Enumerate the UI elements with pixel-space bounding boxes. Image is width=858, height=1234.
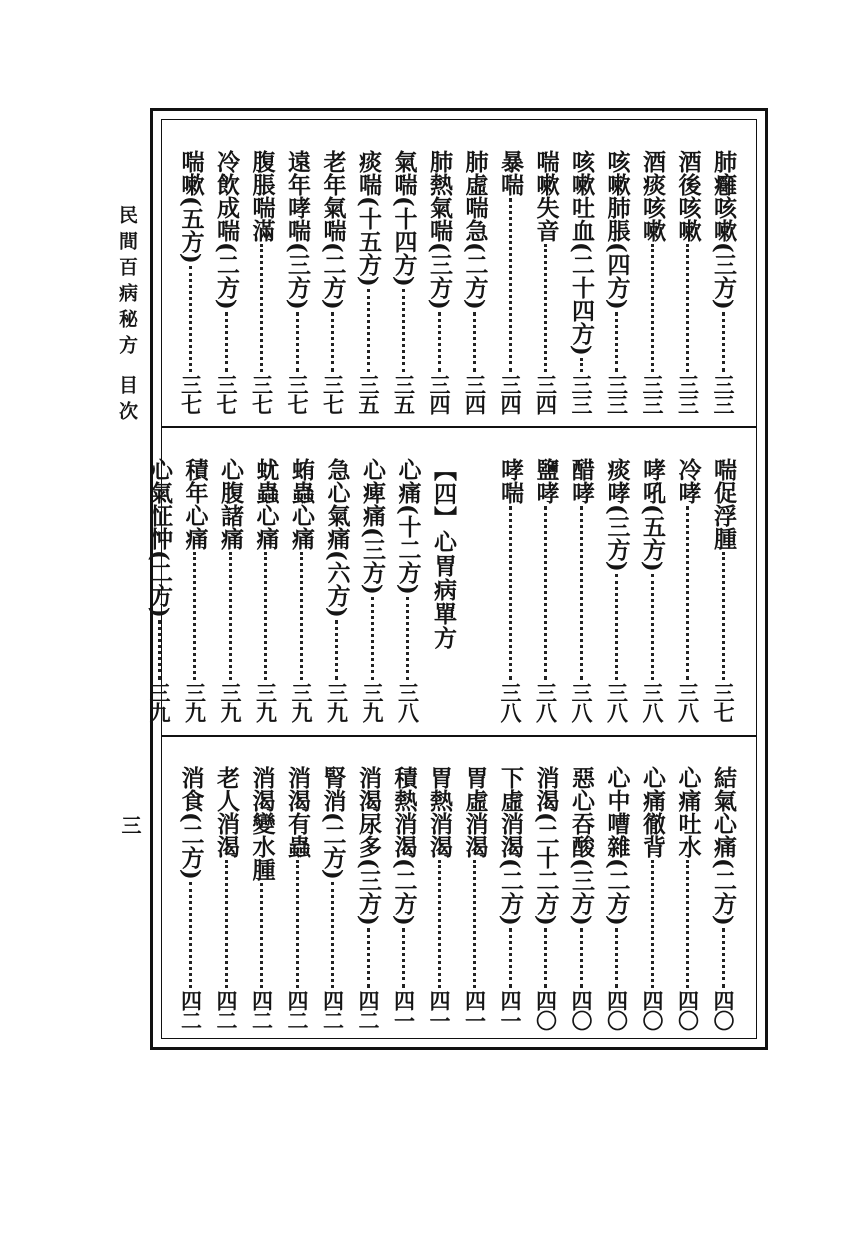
- entry-page-number: 四二: [249, 990, 275, 1030]
- toc-entry: [208, 766, 244, 1030]
- toc-entry: [492, 458, 528, 722]
- toc-entry: [212, 458, 248, 722]
- entry-title: 心痛(十二方): [394, 458, 422, 595]
- dot-leader: [615, 928, 618, 988]
- entry-page-number: 四二: [356, 990, 381, 1030]
- toc-entry: [173, 150, 209, 414]
- dot-leader: [509, 506, 512, 680]
- toc-entry: [634, 458, 670, 722]
- toc-entry: [244, 766, 280, 1030]
- dot-leader: [544, 928, 547, 988]
- dot-leader: [473, 860, 476, 988]
- toc-entry: [563, 766, 599, 1030]
- entry-title: 咳嗽肺脹(四方): [603, 150, 631, 310]
- toc-entry: [528, 766, 564, 1030]
- dot-leader: [438, 312, 441, 372]
- toc-entry: [492, 150, 528, 414]
- entry-page-number: 三七: [214, 374, 239, 414]
- entry-title: 急心氣痛(六方): [323, 458, 351, 618]
- entry-page-number: 三七: [285, 374, 310, 414]
- dot-leader: [225, 860, 228, 988]
- dot-leader: [264, 552, 267, 680]
- entry-title: 肺虛喘急(二方): [461, 150, 489, 310]
- entry-title: 暴喘: [497, 150, 524, 196]
- entry-title: 遠年哮喘(三方): [284, 150, 311, 310]
- toc-entry: [177, 458, 213, 722]
- entry-title: 心中嘈雜(二方): [603, 766, 631, 926]
- entry-page-number: 四二: [285, 990, 310, 1030]
- entry-page-number: 四〇: [604, 990, 630, 1030]
- dot-leader: [158, 620, 161, 680]
- entry-page-number: 四二: [320, 990, 346, 1030]
- section-label: 目次: [116, 375, 138, 427]
- entry-title: 酒後咳嗽: [674, 150, 702, 242]
- dot-leader: [722, 928, 725, 988]
- dot-leader: [300, 552, 303, 680]
- entry-title: 氣喘(十四方): [390, 150, 418, 287]
- dot-leader: [686, 244, 689, 372]
- entry-title: 哮吼(五方): [639, 458, 666, 572]
- dot-leader: [260, 883, 263, 988]
- dot-leader: [229, 552, 232, 680]
- toc-entry: [599, 458, 635, 722]
- entry-title: 積熱消渴(二方): [390, 766, 418, 926]
- entry-title: 喘嗽失音: [532, 150, 560, 242]
- dot-leader: [473, 312, 476, 372]
- toc-entry: [670, 458, 706, 722]
- entry-title: 哮喘: [497, 458, 524, 504]
- entry-title: 積年心痛: [181, 458, 209, 550]
- toc-entry: [421, 766, 457, 1030]
- dot-leader: [402, 289, 405, 372]
- entry-title: 鹽哮: [532, 458, 560, 504]
- entry-page-number: 三三: [569, 374, 594, 414]
- dot-leader: [651, 860, 654, 988]
- dot-leader: [544, 244, 547, 372]
- entry-page-number: 四一: [462, 990, 488, 1030]
- entry-title: 冷飲成喘(二方): [213, 150, 240, 310]
- dot-leader: [615, 312, 618, 372]
- entry-page-number: 四〇: [675, 990, 701, 1030]
- entry-page-number: 四一: [427, 990, 452, 1030]
- entry-title: 肺癰咳嗽(三方): [710, 150, 737, 310]
- entry-page-number: 三四: [427, 374, 452, 414]
- entry-page-number: 三九: [147, 682, 172, 722]
- dot-leader: [438, 860, 441, 988]
- entry-title: 惡心吞酸(三方): [568, 766, 595, 926]
- entry-page-number: 三五: [356, 374, 381, 414]
- entry-page-number: 三七: [711, 682, 736, 722]
- toc-entry: [208, 150, 244, 414]
- entry-page-number: 三八: [569, 682, 594, 722]
- toc-entry: [670, 766, 706, 1030]
- dot-leader: [544, 506, 547, 680]
- entry-page-number: 三九: [182, 682, 208, 722]
- entry-page-number: 三九: [324, 682, 350, 722]
- entry-page-number: 三九: [218, 682, 243, 722]
- dot-leader: [225, 312, 228, 372]
- dot-leader: [189, 882, 192, 988]
- entry-page-number: 四〇: [711, 990, 736, 1030]
- entry-page-number: 四〇: [569, 990, 594, 1030]
- entry-title: 消渴尿多(三方): [355, 766, 382, 926]
- dot-leader: [406, 597, 409, 680]
- section-heading-title: 【四】心胃病單方: [430, 458, 457, 650]
- entry-page-number: 四二: [178, 990, 204, 1030]
- running-head: [112, 205, 142, 427]
- toc-entry: [279, 150, 315, 414]
- entry-title: 消渴(二十二方): [532, 766, 560, 926]
- dot-leader: [722, 552, 725, 680]
- dot-leader: [442, 652, 445, 720]
- entry-title: 消渴有蟲: [284, 766, 311, 858]
- toc-entry: [319, 458, 355, 722]
- entry-title: 酒痰咳嗽: [639, 150, 666, 242]
- toc-entry: [248, 458, 284, 722]
- dot-leader: [686, 506, 689, 680]
- entry-page-number: 四〇: [640, 990, 665, 1030]
- row-divider: [161, 735, 757, 737]
- toc-entry: [528, 458, 564, 722]
- toc-entry: [173, 766, 209, 1030]
- toc-entry: [354, 458, 390, 722]
- dot-leader: [296, 860, 299, 988]
- entry-title: 咳嗽吐血(二十四方): [568, 150, 595, 356]
- entry-title: 老年氣喘(二方): [319, 150, 347, 310]
- entry-title: 心痛徹背: [639, 766, 666, 858]
- toc-entry: [315, 150, 351, 414]
- dot-leader: [509, 198, 512, 372]
- page-number: 三: [118, 815, 142, 835]
- entry-page-number: 三七: [320, 374, 346, 414]
- dot-leader: [331, 882, 334, 988]
- entry-page-number: 三八: [533, 682, 559, 722]
- toc-entry: [670, 150, 706, 414]
- entry-page-number: 四〇: [533, 990, 559, 1030]
- dot-leader: [367, 289, 370, 372]
- entry-page-number: 三三: [604, 374, 630, 414]
- entry-page-number: 三八: [604, 682, 630, 722]
- entry-page-number: 三八: [640, 682, 665, 722]
- entry-title: 腎消(二方): [319, 766, 347, 880]
- toc-entry: [457, 150, 493, 414]
- entry-title: 喘嗽(五方): [177, 150, 205, 264]
- toc-entry: [350, 766, 386, 1030]
- toc-entry: [599, 766, 635, 1030]
- dot-leader: [296, 312, 299, 372]
- dot-leader: [580, 358, 583, 372]
- entry-page-number: 三九: [253, 682, 279, 722]
- toc-entry: [350, 150, 386, 414]
- dot-leader: [193, 552, 196, 680]
- dot-leader: [189, 266, 192, 372]
- toc-entry: [244, 150, 280, 414]
- entry-page-number: 三七: [178, 374, 204, 414]
- entry-title: 消食(二方): [177, 766, 205, 880]
- entry-title: 冷哮: [674, 458, 702, 504]
- entry-page-number: 三九: [289, 682, 314, 722]
- book-title: 民間百病秘方: [116, 205, 138, 361]
- dot-leader: [260, 244, 263, 372]
- entry-page-number: 三八: [395, 682, 421, 722]
- toc-entry: [279, 766, 315, 1030]
- entry-title: 心痺痛(三方): [359, 458, 386, 595]
- dot-leader: [371, 597, 374, 680]
- entry-title: 痰喘(十五方): [355, 150, 382, 287]
- toc-entry: [386, 150, 422, 414]
- toc-entry: [141, 458, 177, 722]
- entry-page-number: 三八: [675, 682, 701, 722]
- row-divider: [161, 426, 757, 428]
- entry-page-number: 四一: [391, 990, 417, 1030]
- entry-page-number: 三四: [498, 374, 523, 414]
- dot-leader: [580, 928, 583, 988]
- entry-title: 喘促浮腫: [710, 458, 737, 550]
- entry-title: 胃虛消渴: [461, 766, 489, 858]
- toc-entry: [390, 458, 426, 722]
- entry-page-number: 三三: [640, 374, 665, 414]
- entry-page-number: 三七: [249, 374, 275, 414]
- dot-leader: [722, 312, 725, 372]
- entry-title: 心腹諸痛: [217, 458, 244, 550]
- entry-page-number: 三八: [498, 682, 523, 722]
- toc-entry: [705, 766, 741, 1030]
- toc-entry: [634, 150, 670, 414]
- dot-leader: [509, 928, 512, 988]
- toc-entry: [634, 766, 670, 1030]
- dot-leader: [651, 244, 654, 372]
- toc-entry: [528, 150, 564, 414]
- entry-title: 下虛消渴(二方): [497, 766, 524, 926]
- entry-page-number: 三四: [533, 374, 559, 414]
- dot-leader: [367, 928, 370, 988]
- toc-entry: [705, 150, 741, 414]
- entry-page-number: 四一: [498, 990, 523, 1030]
- entry-title: 心痛吐水: [674, 766, 702, 858]
- dot-leader: [686, 860, 689, 988]
- entry-title: 消渴變水腫: [248, 766, 276, 881]
- toc-entry: [563, 150, 599, 414]
- toc-entry: [315, 766, 351, 1030]
- entry-page-number: 三三: [675, 374, 701, 414]
- toc-entry: [492, 766, 528, 1030]
- entry-title: 蛕蟲心痛: [288, 458, 315, 550]
- toc-entry: [563, 458, 599, 722]
- dot-leader: [651, 574, 654, 680]
- entry-page-number: 三五: [391, 374, 417, 414]
- entry-title: 胃熱消渴: [426, 766, 453, 858]
- entry-title: 痰哮(三方): [603, 458, 631, 572]
- dot-leader: [335, 620, 338, 680]
- toc-entry: [386, 766, 422, 1030]
- entry-title: 結氣心痛(二方): [710, 766, 737, 926]
- entry-page-number: 三四: [462, 374, 488, 414]
- dot-leader: [402, 928, 405, 988]
- entry-title: 心氣怔忡(二方): [146, 458, 173, 618]
- dot-leader: [331, 312, 334, 372]
- entry-page-number: 三三: [711, 374, 736, 414]
- entry-title: 腹脹喘滿: [248, 150, 276, 242]
- entry-title: 醋哮: [568, 458, 595, 504]
- toc-entry: [705, 458, 741, 722]
- dot-leader: [580, 506, 583, 680]
- toc-entry: [599, 150, 635, 414]
- section-heading: [425, 458, 461, 722]
- toc-entry: [421, 150, 457, 414]
- entry-title: 蚘蟲心痛: [252, 458, 280, 550]
- entry-page-number: 三九: [360, 682, 385, 722]
- entry-title: 肺熱氣喘(三方): [426, 150, 453, 310]
- toc-entry: [283, 458, 319, 722]
- entry-title: 老人消渴: [213, 766, 240, 858]
- toc-entry: [457, 766, 493, 1030]
- dot-leader: [615, 574, 618, 680]
- entry-page-number: 四二: [214, 990, 239, 1030]
